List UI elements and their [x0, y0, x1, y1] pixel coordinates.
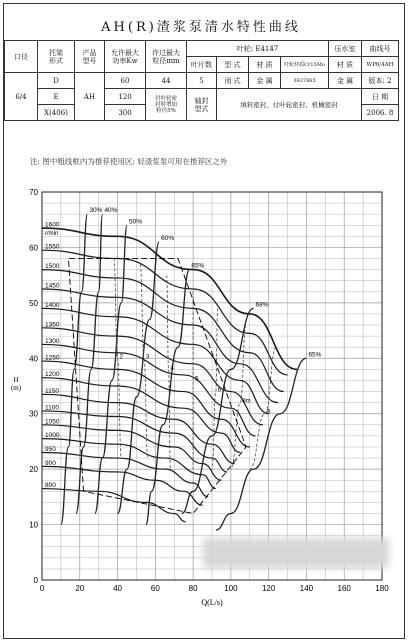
type-header: 型 式	[217, 57, 249, 73]
efficiency-label: 65%	[191, 262, 205, 270]
x-tick-label: 120	[261, 584, 276, 593]
efficiency-label: 65%	[308, 351, 322, 359]
sheet-title: AH(R)渣浆泵清水特性曲线	[101, 20, 301, 35]
speed-unit-label: r/min	[45, 231, 59, 238]
speed-label: 1000	[45, 432, 60, 440]
x-tick-label: 80	[188, 584, 198, 593]
efficiency-label: 40%	[104, 207, 118, 215]
pressure-header: 压水室	[329, 41, 362, 57]
x-tick-label: 140	[299, 584, 314, 593]
caliber-value: 6/4	[5, 73, 38, 121]
material-value: 金 属	[249, 73, 281, 89]
date-header: 日 期	[362, 89, 399, 105]
npsh-label: 2	[119, 354, 123, 361]
y-tick-label: 20	[29, 465, 38, 475]
power-value: 300	[105, 105, 146, 121]
impeller-header: 叶轮: E4147	[187, 41, 329, 57]
npsh-label: 6	[217, 387, 222, 394]
speed-label: 950	[45, 446, 56, 454]
blades-header: 叶片数	[187, 57, 217, 73]
caliber-header: 口径	[5, 41, 38, 73]
efficiency-label: 60%	[161, 234, 175, 242]
material-spec: 叶轮材质Cr15Mo	[281, 57, 329, 73]
curve-header: 曲线号	[362, 41, 399, 57]
speed-label: 1400	[45, 301, 60, 309]
y-tick-label: 10	[29, 520, 38, 530]
npsh-label: 5	[195, 376, 199, 383]
frame-value: D	[38, 73, 75, 89]
y-tick-label: 50	[29, 298, 38, 308]
curve-number: WP6/4AH	[362, 57, 399, 73]
x-tick-label: 160	[337, 584, 351, 593]
speed-label: 900	[45, 459, 56, 467]
x-axis-label: Q(L/s)	[201, 598, 223, 607]
speed-label: 1600	[45, 221, 60, 229]
efficiency-curve	[216, 358, 307, 530]
power-header: 允许最大 功率Kw	[105, 41, 146, 73]
frame-value: X(406)	[38, 105, 75, 121]
npsh-label: 9	[266, 409, 271, 416]
speed-label: 1500	[45, 263, 60, 271]
particle-note: 付叶轮密 封时增加 粒径5%	[146, 89, 187, 121]
y-tick-label: 60	[29, 243, 38, 253]
speed-label: 800	[45, 482, 56, 490]
speed-label: 1550	[45, 243, 60, 251]
x-tick-label: 60	[150, 584, 160, 593]
pressure-material-header: 材 质	[329, 57, 362, 73]
shaft-seal-value: 填料密封、付叶轮密封、机械密封	[217, 89, 362, 121]
npsh-label: 3	[146, 354, 150, 361]
version-value: 版本: 2	[362, 73, 399, 89]
power-value: 60	[105, 73, 146, 89]
speed-label: 1150	[45, 387, 59, 395]
npsh-label: 8m	[242, 398, 251, 405]
y-tick-label: 0	[33, 576, 38, 585]
frame-header: 托架 形式	[38, 41, 75, 73]
date-value: 2006. 8	[362, 105, 399, 121]
speed-label: 1200	[45, 371, 60, 379]
efficiency-label: 68%	[255, 301, 269, 309]
efficiency-label: 50%	[129, 218, 143, 226]
model-value: AH	[75, 73, 105, 121]
power-value: 120	[105, 89, 146, 105]
speed-label: 1450	[45, 282, 60, 290]
speed-label: 1250	[45, 354, 60, 362]
speed-label: 1050	[45, 418, 60, 426]
material-code: 3927865	[281, 73, 329, 89]
y-tick-label: 30	[29, 409, 38, 419]
x-tick-label: 0	[39, 584, 45, 593]
y-tick-label: 40	[29, 354, 38, 364]
y-tick-label: 70	[29, 188, 38, 197]
x-tick-label: 20	[75, 584, 85, 593]
redacted-watermark	[203, 538, 389, 568]
efficiency-label: 30%	[89, 207, 103, 215]
model-header: 产品 型号	[75, 41, 105, 73]
blades-value: 5	[187, 73, 217, 89]
pressure-material-value: 金 属	[329, 73, 362, 89]
chart-note: 注: 图中粗线框内为推荐使用区; 轻渣浆泵可用在推荐区之外	[30, 157, 228, 166]
speed-label: 1350	[45, 321, 60, 329]
npsh-curve	[250, 347, 276, 469]
recommended-zone	[68, 259, 246, 514]
npsh-label: 4	[170, 365, 174, 372]
shaft-seal-header: 轴封 型式	[187, 89, 217, 121]
particle-header: 许过最大 粒径mm	[146, 41, 187, 73]
material-header: 材 质	[249, 57, 281, 73]
y-axis-label: H (m)	[10, 376, 22, 392]
frame-value: E	[38, 89, 75, 105]
type-value: 闭 式	[217, 73, 249, 89]
x-tick-label: 180	[375, 584, 389, 593]
speed-label: 1100	[45, 404, 59, 412]
x-tick-label: 40	[113, 584, 123, 593]
x-tick-label: 100	[224, 584, 238, 593]
particle-value: 44	[146, 73, 187, 89]
speed-label: 1300	[45, 337, 60, 345]
